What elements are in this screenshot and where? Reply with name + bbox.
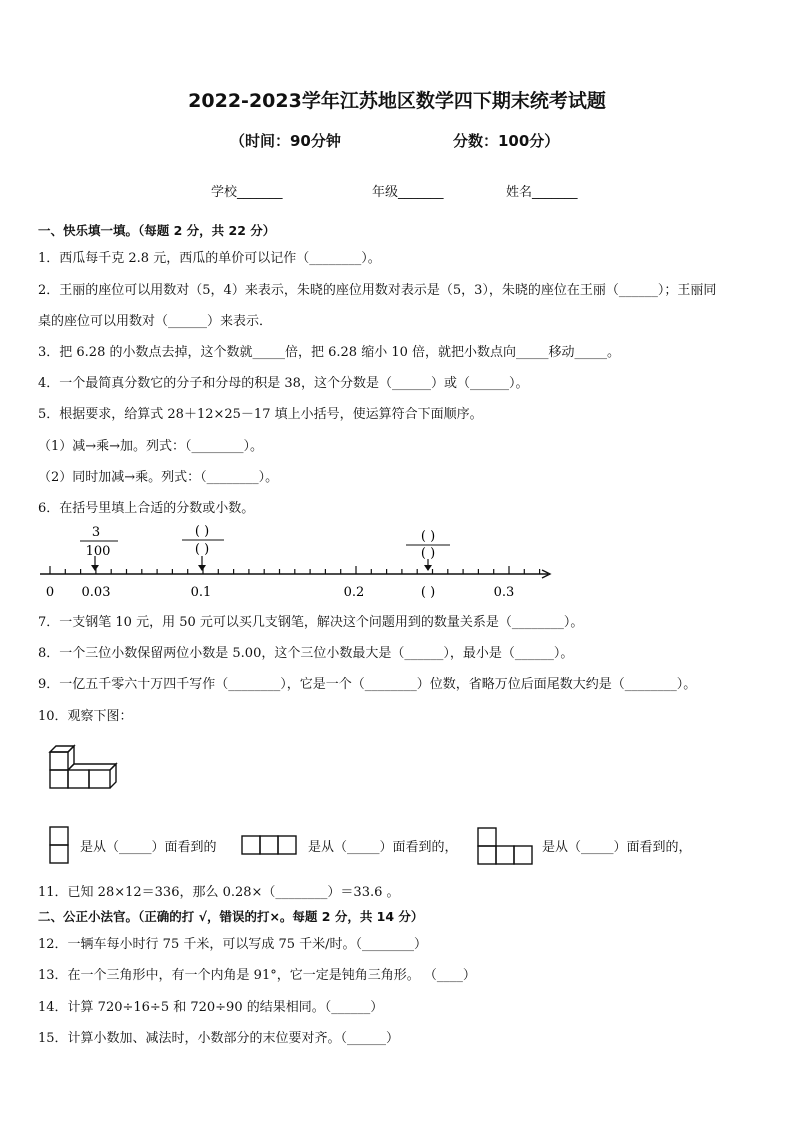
section2-heading: 二、公正小法官。（正确的打 √，错误的打×。每题 2 分，共 14 分）	[38, 909, 424, 924]
score-label: 分数：100分）	[453, 132, 560, 150]
question-13: 13．在一个三角形中，有一个内角是 91°，它一定是钝角三角形。 （____）	[38, 968, 476, 983]
svg-text:( ): ( )	[420, 546, 436, 561]
blank-fraction-2	[406, 529, 450, 571]
exam-title: 2022-2023学年江苏地区数学四下期末统考试题	[188, 90, 606, 112]
question-4: 4．一个最简真分数它的分子和分母的积是 38，这个分数是（______）或（______）。	[38, 376, 529, 391]
view-item-3	[476, 826, 776, 866]
question-12: 12．一辆车每小时行 75 千米，可以写成 75 千米/时。（________）	[38, 937, 428, 952]
name-field: 姓名_______	[506, 185, 578, 200]
blank-fraction-1	[182, 524, 224, 571]
row-view-three-squares	[240, 826, 302, 866]
grade-field: 年级_______	[372, 185, 444, 200]
section1-heading: 一、快乐填一填。（每题 2 分，共 22 分）	[38, 223, 276, 238]
tick-label-0.2: 0.2	[343, 585, 365, 600]
student-info	[0, 181, 794, 203]
question-5-part2: （2）同时加减→乘。列式：（________）。	[38, 470, 279, 485]
tick-label-0.3: 0.3	[493, 585, 515, 600]
question-7: 7．一支钢笔 10 元，用 50 元可以买几支钢笔，解决这个问题用到的数量关系是（________）。	[38, 615, 584, 630]
svg-text:100: 100	[85, 544, 111, 559]
question-6: 6．在括号里填上合适的分数或小数。	[38, 501, 255, 516]
exam-subtitle	[0, 130, 794, 152]
question-10: 10．观察下图：	[38, 709, 133, 724]
cube-stack-figure	[44, 742, 124, 796]
view-item-1	[48, 826, 248, 866]
number-line-figure	[36, 522, 556, 602]
question-3: 3．把 6.28 的小数点去掉，这个数就_____倍，把 6.28 缩小 10 倍，就把小数点向_____移动_____。	[38, 345, 620, 360]
question-8: 8．一个三位小数保留两位小数是 5.00，这个三位小数最大是（______），最小是（______）。	[38, 646, 574, 661]
view-1-text: 是从（_____）面看到的	[80, 840, 217, 855]
question-1: 1．西瓜每千克 2.8 元，西瓜的单价可以记作（________）。	[38, 251, 381, 266]
fraction-3-100	[80, 525, 118, 571]
tick-label-0: 0	[45, 585, 55, 600]
tick-label-blank: ( )	[420, 585, 436, 600]
view-item-2	[240, 826, 480, 866]
time-label: （时间：90分钟	[230, 132, 341, 150]
question-2-line2: 桌的座位可以用数对（______）来表示．	[38, 314, 273, 329]
svg-text:3: 3	[91, 525, 101, 540]
number-line-ticks	[50, 566, 540, 574]
view-3-text: 是从（_____）面看到的，	[542, 840, 692, 855]
school-field: 学校_______	[211, 185, 283, 200]
question-2-line1: 2．王丽的座位可以用数对（5，4）来表示，朱晓的座位用数对表示是（5，3），朱晓的座位在王丽（______）；王丽同	[38, 283, 717, 298]
l-view-four-squares	[476, 826, 538, 868]
view-2-text: 是从（_____）面看到的，	[308, 840, 458, 855]
question-5-part1: （1）减→乘→加。列式：（________）。	[38, 439, 264, 454]
question-15: 15．计算小数加、减法时，小数部分的末位要对齐。（______）	[38, 1031, 400, 1046]
question-5: 5．根据要求，给算式 28＋12×25－17 填上小括号，使运算符合下面顺序。	[38, 407, 483, 422]
question-11: 11．已知 28×12＝336，那么 0.28×（________）＝33.6 。	[38, 885, 400, 900]
svg-text:( ): ( )	[194, 542, 210, 557]
front-view-two-squares	[48, 826, 72, 866]
svg-text:( ): ( )	[420, 529, 436, 544]
svg-text:( ): ( )	[194, 524, 210, 539]
question-9: 9．一亿五千零六十万四千写作（________），它是一个（________）位数，省略万位后面尾数大约是（________）。	[38, 677, 697, 692]
tick-label-0.03: 0.03	[81, 585, 111, 600]
tick-label-0.1: 0.1	[190, 585, 212, 600]
question-14: 14．计算 720÷16÷5 和 720÷90 的结果相同。（______）	[38, 1000, 384, 1015]
